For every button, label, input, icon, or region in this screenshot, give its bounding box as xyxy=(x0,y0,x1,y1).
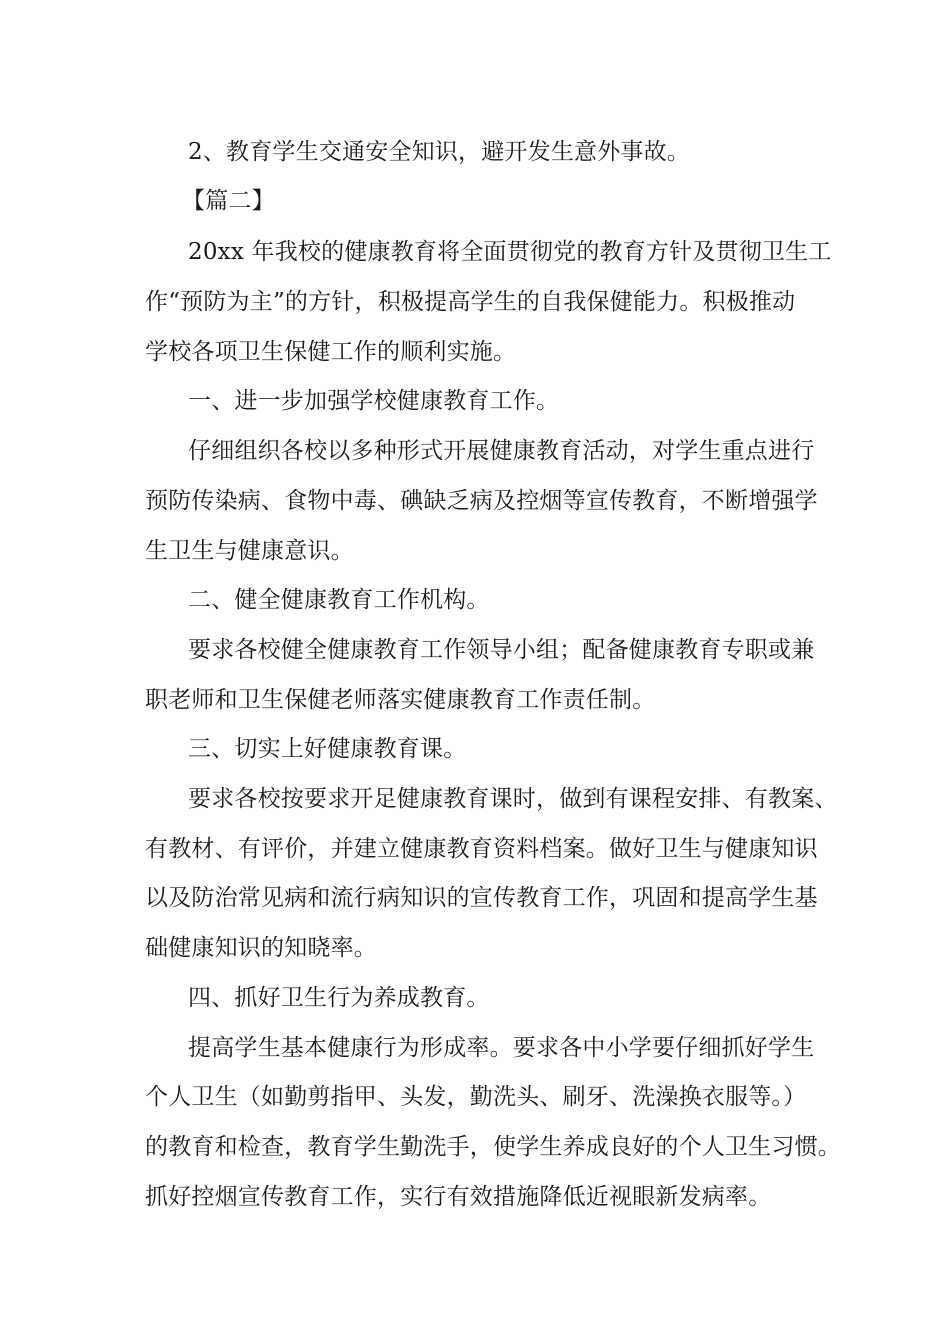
paragraph-intro-line-1: 20xx 年我校的健康教育将全面贯彻党的教育方针及贯彻卫生工 xyxy=(188,239,832,265)
paragraph-item-one-line-3: 生卫生与健康意识。 xyxy=(145,538,354,564)
heading-item-one: 一、进一步加强学校健康教育工作。 xyxy=(188,388,560,414)
section-heading-part-two: 【篇二】 xyxy=(182,188,275,214)
paragraph-item-two-line-1: 要求各校健全健康教育工作领导小组；配备健康教育专职或兼 xyxy=(188,637,815,663)
heading-item-three: 三、切实上好健康教育课。 xyxy=(188,736,467,762)
paragraph-item-four-line-4: 抓好控烟宣传教育工作，实行有效措施降低近视眼新发病率。 xyxy=(145,1184,772,1210)
paragraph-item-one-line-1: 仔细组织各校以多种形式开展健康教育活动，对学生重点进行 xyxy=(188,438,815,464)
paragraph-item-two-line-2: 职老师和卫生保健老师落实健康教育工作责任制。 xyxy=(145,687,656,713)
text-line-traffic-safety: 2、教育学生交通安全知识，避开发生意外事故。 xyxy=(188,139,691,165)
paragraph-intro-line-3: 学校各项卫生保健工作的顺利实施。 xyxy=(145,339,517,365)
heading-item-two: 二、健全健康教育工作机构。 xyxy=(188,587,490,613)
paragraph-item-three-line-4: 础健康知识的知晓率。 xyxy=(145,935,377,961)
paragraph-item-three-line-3: 以及防治常见病和流行病知识的宣传教育工作，巩固和提高学生基 xyxy=(145,885,818,911)
paragraph-item-four-line-3: 的教育和检查，教育学生勤洗手，使学生养成良好的个人卫生习惯。 xyxy=(145,1134,841,1160)
paragraph-item-four-line-1: 提高学生基本健康行为形成率。要求各中小学要仔细抓好学生 xyxy=(188,1035,815,1061)
paragraph-intro-line-2: 作“预防为主”的方针，积极提高学生的自我保健能力。积极推动 xyxy=(145,289,796,315)
paragraph-item-three-line-2: 有教材、有评价，并建立健康教育资料档案。做好卫生与健康知识 xyxy=(145,836,818,862)
paragraph-item-three-line-1: 要求各校按要求开足健康教育课时，做到有课程安排、有教案、 xyxy=(188,786,838,812)
paragraph-item-four-line-2: 个人卫生（如勤剪指甲、头发，勤洗头、刷牙、洗澡换衣服等。） xyxy=(145,1084,807,1110)
paragraph-item-one-line-2: 预防传染病、食物中毒、碘缺乏病及控烟等宣传教育，不断增强学 xyxy=(145,488,818,514)
heading-item-four: 四、抓好卫生行为养成教育。 xyxy=(188,985,490,1011)
